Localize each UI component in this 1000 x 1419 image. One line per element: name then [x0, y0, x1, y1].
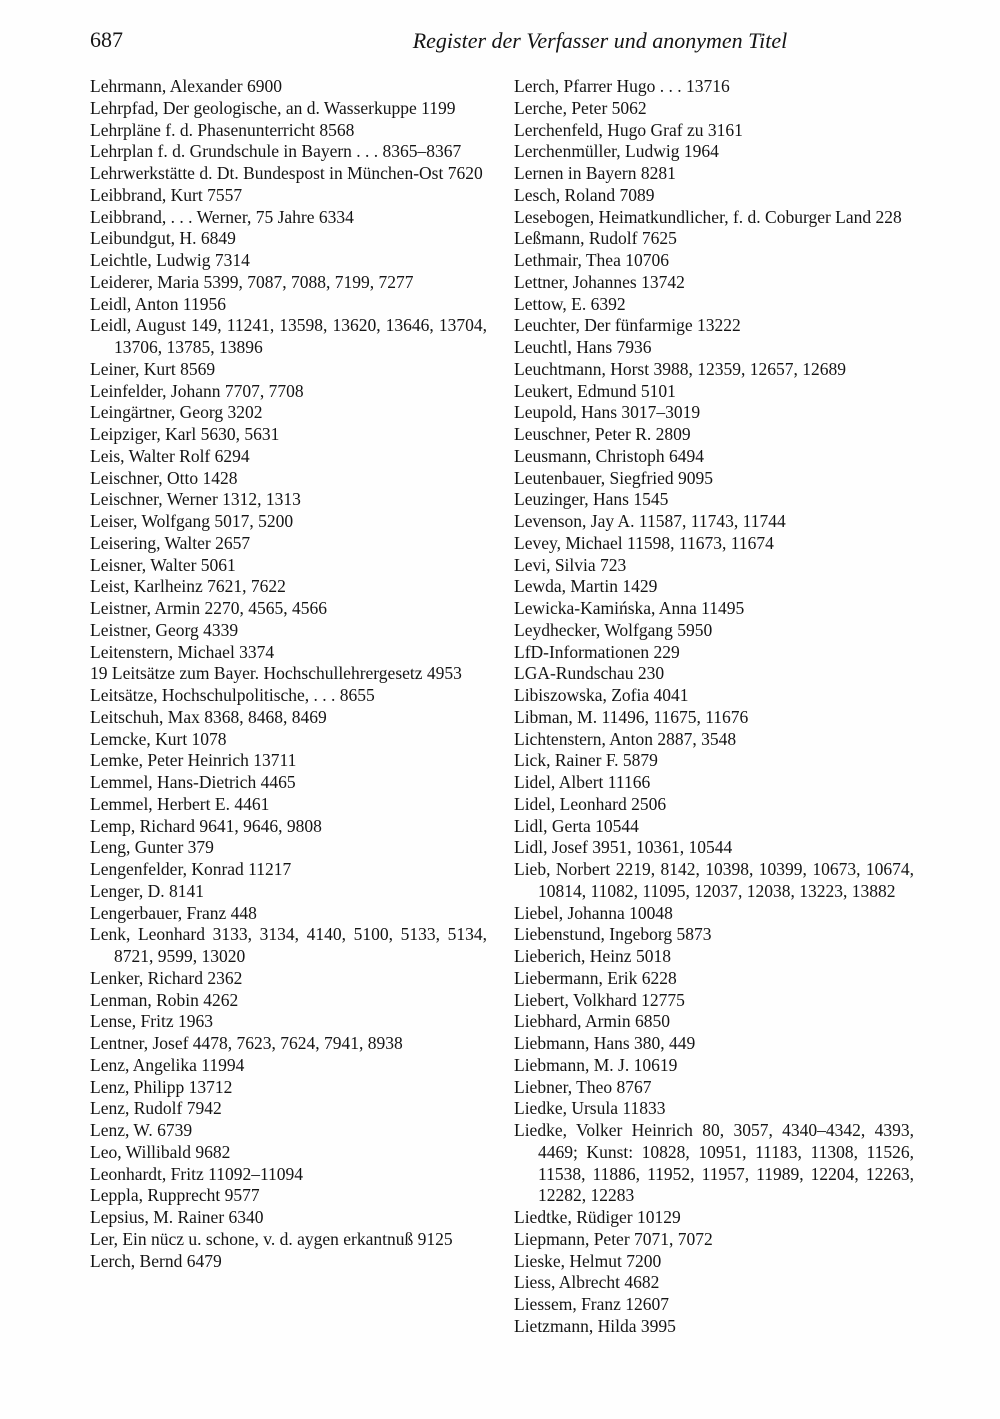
index-entry: Lepsius, M. Rainer 6340 — [90, 1207, 264, 1227]
right-column — [514, 76, 914, 1338]
index-entry: Liebert, Volkhard 12775 — [514, 989, 685, 1010]
index-entry: Lenz, Angelika 11994 — [90, 1054, 245, 1075]
index-entry: Lerch, Bernd 6479 — [90, 1250, 222, 1271]
index-entry: Lettow, E. 6392 — [514, 293, 626, 314]
index-entry: Leitsätze, Hochschulpolitische, . . . 8655 — [90, 685, 375, 705]
index-entry: Levey, Michael 11598, 11673, 11674 — [514, 532, 774, 553]
index-entry: Leitenstern, Michael 3374 — [90, 641, 275, 662]
index-entry: Lesch, Roland 7089 — [514, 184, 655, 205]
index-entry: Leiser, Wolfgang 5017, 5200 — [90, 511, 294, 531]
index-entry: Lehrpläne f. d. Phasenunterricht 8568 — [90, 119, 355, 140]
index-entry: Leuchter, Der fünfarmige 13222 — [514, 315, 741, 336]
index-entry: Lenk, Leonhard 3133, 3134, 4140, 5100, 5133, 5134, 8721, 9599, 13020 — [90, 924, 487, 966]
index-entry: LfD-Informationen 229 — [514, 641, 680, 662]
index-entry: Leinfelder, Johann 7707, 7708 — [90, 380, 304, 401]
index-entry: Lerch, Pfarrer Hugo . . . 13716 — [514, 76, 730, 96]
index-entry: Leusmann, Christoph 6494 — [514, 445, 705, 466]
index-entry: Leidl, Anton 11956 — [90, 293, 226, 314]
index-entry: Lidl, Josef 3951, 10361, 10544 — [514, 837, 733, 858]
index-entry: Leßmann, Rudolf 7625 — [514, 228, 677, 249]
index-entry: Lemmel, Hans-Dietrich 4465 — [90, 772, 296, 792]
index-entry: Leipziger, Karl 5630, 5631 — [90, 424, 280, 444]
index-entry: Liepmann, Peter 7071, 7072 — [514, 1228, 713, 1249]
index-entry: Lehrmann, Alexander 6900 — [90, 76, 282, 96]
index-entry: Leuchtmann, Horst 3988, 12359, 12657, 12689 — [514, 358, 846, 379]
index-entry: Leng, Gunter 379 — [90, 837, 214, 858]
index-entry: Lenker, Richard 2362 — [90, 967, 243, 988]
index-entry: Lieb, Norbert 2219, 8142, 10398, 10399, 10673, 10674, 10814, 11082, 11095, 12037, 12038, 13223, 13882 — [514, 859, 914, 901]
index-entry: Leuchtl, Hans 7936 — [514, 337, 652, 357]
index-entry: Lemmel, Herbert E. 4461 — [90, 793, 270, 814]
index-entry: Lerchenmüller, Ludwig 1964 — [514, 141, 719, 162]
index-entry: Leisner, Walter 5061 — [90, 554, 236, 575]
index-entry: Leibbrand, . . . Werner, 75 Jahre 6334 — [90, 206, 354, 227]
index-entry: Leingärtner, Georg 3202 — [90, 402, 263, 423]
index-entry: Liebel, Johanna 10048 — [514, 902, 673, 923]
index-entry: Liebermann, Erik 6228 — [514, 967, 677, 988]
index-entry: Leupold, Hans 3017–3019 — [514, 402, 701, 423]
index-entry: Lerchenfeld, Hugo Graf zu 3161 — [514, 119, 743, 140]
index-entry: Leidl, August 149, 11241, 13598, 13620, 13646, 13704, 13706, 13785, 13896 — [90, 315, 487, 357]
index-entry: Lengenfelder, Konrad 11217 — [90, 859, 292, 879]
index-entry: Lichtenstern, Anton 2887, 3548 — [514, 728, 737, 749]
index-entry: Lesebogen, Heimatkundlicher, f. d. Coburger Land 228 — [514, 206, 902, 227]
index-entry: Lietzmann, Hilda 3995 — [514, 1315, 676, 1336]
index-entry: Liedke, Ursula 11833 — [514, 1098, 666, 1119]
index-entry: Leist, Karlheinz 7621, 7622 — [90, 576, 286, 597]
index-entry: Lengerbauer, Franz 448 — [90, 902, 257, 923]
index-entry: Lenz, Rudolf 7942 — [90, 1098, 222, 1119]
running-title: Register der Verfasser und anonymen Titel — [412, 28, 788, 53]
index-entry: Leiderer, Maria 5399, 7087, 7088, 7199, 7277 — [90, 271, 414, 292]
index-entry: Leppla, Rupprecht 9577 — [90, 1185, 260, 1206]
index-entry: Lewda, Martin 1429 — [514, 576, 658, 597]
index-entry: Lentner, Josef 4478, 7623, 7624, 7941, 8938 — [90, 1033, 403, 1053]
index-entry: Lerche, Peter 5062 — [514, 97, 647, 118]
index-entry: Lick, Rainer F. 5879 — [514, 750, 658, 771]
index-entry: Leukert, Edmund 5101 — [514, 380, 676, 401]
index-entry: Leistner, Georg 4339 — [90, 619, 239, 640]
index-entry: Lenz, W. 6739 — [90, 1120, 193, 1140]
index-entry: Liessem, Franz 12607 — [514, 1294, 670, 1314]
index-entry: Lemp, Richard 9641, 9646, 9808 — [90, 815, 322, 836]
index-entry: Liess, Albrecht 4682 — [514, 1272, 660, 1293]
index-entry: Lieske, Helmut 7200 — [514, 1250, 662, 1271]
index-entry: Leischner, Otto 1428 — [90, 467, 238, 488]
index-entry: Lieberich, Heinz 5018 — [514, 946, 671, 966]
index-entry: Lethmair, Thea 10706 — [514, 250, 669, 270]
index-entry: Lewicka-Kamińska, Anna 11495 — [514, 598, 745, 618]
index-entry: Liedke, Volker Heinrich 80, 3057, 4340–4342, 4393, 4469; Kunst: 10828, 10951, 11183, 11308, 11526, 11538, 11886, 11952, 11957, 11989, 12204, 12263, 12282, 12283 — [514, 1120, 914, 1206]
index-entry: Liebenstund, Ingeborg 5873 — [514, 924, 712, 945]
index-entry: Levenson, Jay A. 11587, 11743, 11744 — [514, 511, 786, 531]
index-entry: Leischner, Werner 1312, 1313 — [90, 489, 301, 510]
index-entry: Leutenbauer, Siegfried 9095 — [514, 467, 714, 488]
index-entry: Lehrwerkstätte d. Dt. Bundespost in München-Ost 7620 — [90, 163, 483, 183]
index-entry: 19 Leitsätze zum Bayer. Hochschullehrergesetz 4953 — [90, 663, 462, 684]
index-entry: Liebmann, M. J. 10619 — [514, 1054, 678, 1075]
index-entry: Leo, Willibald 9682 — [90, 1141, 231, 1162]
index-entry: Leuzinger, Hans 1545 — [514, 489, 669, 510]
index-entry: Liebmann, Hans 380, 449 — [514, 1033, 696, 1053]
index-entry: Libman, M. 11496, 11675, 11676 — [514, 706, 749, 727]
index-entry: Leis, Walter Rolf 6294 — [90, 445, 250, 466]
index-entry: Lidl, Gerta 10544 — [514, 815, 639, 836]
index-entry: Leitschuh, Max 8368, 8468, 8469 — [90, 706, 327, 727]
index-entry: Leisering, Walter 2657 — [90, 532, 251, 553]
index-entry: LGA-Rundschau 230 — [514, 663, 665, 684]
index-entry: Libiszowska, Zofia 4041 — [514, 685, 689, 705]
index-entry: Leydhecker, Wolfgang 5950 — [514, 619, 713, 640]
index-entry: Lehrpfad, Der geologische, an d. Wasserkuppe 1199 — [90, 97, 456, 118]
index-entry: Leibbrand, Kurt 7557 — [90, 184, 243, 205]
index-entry: Liedtke, Rüdiger 10129 — [514, 1207, 681, 1227]
index-entry: Lenger, D. 8141 — [90, 880, 204, 901]
index-entry: Lemcke, Kurt 1078 — [90, 728, 227, 749]
index-entry: Lidel, Leonhard 2506 — [514, 793, 667, 814]
index-entry: Lehrplan f. d. Grundschule in Bayern . . . 8365–8367 — [90, 141, 462, 162]
index-entry: Leichtle, Ludwig 7314 — [90, 250, 250, 270]
index-entry: Leiner, Kurt 8569 — [90, 358, 216, 379]
index-entry: Liebner, Theo 8767 — [514, 1076, 652, 1097]
page-number: 687 — [90, 27, 123, 52]
index-entry: Leuschner, Peter R. 2809 — [514, 424, 691, 444]
index-entry: Lettner, Johannes 13742 — [514, 271, 685, 292]
index-entry: Leistner, Armin 2270, 4565, 4566 — [90, 598, 327, 618]
index-entry: Lenz, Philipp 13712 — [90, 1076, 233, 1097]
left-column — [90, 76, 487, 1272]
index-entry: Leibundgut, H. 6849 — [90, 228, 236, 249]
index-entry: Liebhard, Armin 6850 — [514, 1011, 671, 1032]
index-entry: Lenman, Robin 4262 — [90, 989, 239, 1010]
index-entry: Lidel, Albert 11166 — [514, 772, 651, 792]
index-entry: Lernen in Bayern 8281 — [514, 163, 676, 183]
index-entry: Lemke, Peter Heinrich 13711 — [90, 750, 297, 771]
index-entry: Ler, Ein nücz u. schone, v. d. aygen erkantnuß 9125 — [90, 1228, 453, 1249]
index-entry: Levi, Silvia 723 — [514, 554, 627, 575]
index-entry: Lense, Fritz 1963 — [90, 1011, 213, 1032]
index-entry: Leonhardt, Fritz 11092–11094 — [90, 1163, 304, 1184]
